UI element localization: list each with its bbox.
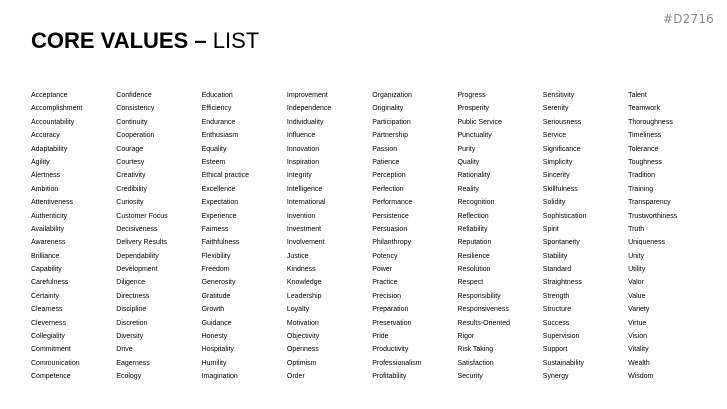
value-word: Practice [372,279,398,287]
value-word: Virtue [628,319,647,327]
value-word: Public Service [457,118,502,126]
value-word: Brilliance [31,252,60,260]
value-word: Development [116,266,158,274]
value-word: Diversity [116,333,144,341]
value-word: Sustainability [542,359,585,367]
value-word: Serenity [542,105,569,113]
values-column [457,89,542,384]
value-word: Simplicity [542,158,573,166]
value-word: Accomplishment [31,105,83,113]
value-word: Progress [457,92,486,99]
value-word: Loyalty [286,306,310,314]
value-word: Honesty [201,333,228,341]
value-word: Experience [201,212,237,220]
value-word: Reality [457,185,479,193]
value-word: Truth [628,225,645,233]
value-word: Courage [116,145,144,153]
value-word: Profitability [372,373,407,381]
value-word: Confidence [116,92,152,99]
value-word: Inspiration [286,158,320,166]
value-word: Partnership [372,132,408,140]
value-word: Pride [372,333,389,341]
value-word: Objectivity [286,333,320,341]
value-word: Talent [628,92,647,99]
value-word: Variety [628,306,650,314]
value-word: Involvement [286,239,325,247]
value-word: Spirit [542,225,559,233]
value-word: Support [542,346,568,354]
value-word: Discretion [116,319,148,327]
value-word: Faithfulness [201,239,240,247]
value-word: Vitality [628,346,649,354]
value-word: Teamwork [628,105,660,113]
value-word: Humility [201,359,227,367]
value-word: Preparation [372,306,409,314]
value-word: Fairness [201,225,229,233]
value-word: Cooperation [116,132,155,140]
value-word: Thoroughness [628,118,673,126]
value-word: Toughness [628,158,662,166]
value-word: Equality [201,145,227,153]
value-word: Investment [286,225,322,233]
value-word: Passion [372,145,398,153]
value-word: Respect [457,279,484,287]
value-word: Individuality [286,118,324,126]
value-word: Dependability [116,252,159,260]
value-word: Cleverness [31,319,67,327]
value-word: Prosperity [457,105,489,113]
value-word: Decisiveness [116,225,158,233]
value-word: Excellence [201,185,236,193]
title-light-part: LIST [206,28,260,53]
value-word: Precision [372,292,401,300]
value-word: Discipline [116,306,147,314]
value-word: Agility [31,158,50,166]
value-word: Alertness [31,172,61,180]
value-word: Kindness [286,266,316,274]
value-word: Knowledge [286,279,322,287]
value-word: Customer Focus [116,212,168,220]
value-word: Perception [372,172,406,180]
value-word: Authenticity [31,212,68,220]
value-word: Rationality [457,172,491,180]
value-word: Persistence [372,212,409,220]
value-word: Tolerance [628,145,659,153]
value-word: Awareness [31,239,66,247]
value-word: Service [542,132,567,140]
value-word: Invention [286,212,316,220]
value-word: Education [201,92,233,99]
value-word: Availability [31,225,64,233]
value-word: Motivation [286,319,319,327]
value-word: Imagination [201,373,238,381]
value-word: Openness [286,346,319,354]
value-word: Rigor [457,333,475,341]
value-word: Enthusiasm [201,132,239,140]
value-word: Satisfaction [457,359,494,367]
value-word: Spontaneity [542,239,580,247]
value-word: Expectation [201,199,239,207]
slide-id-label: #D2716 [662,12,714,26]
page-title [31,26,259,56]
value-word: Consistency [116,105,155,113]
value-word: Influence [286,132,316,140]
value-word: Tradition [628,172,656,180]
values-column [31,89,116,384]
value-word: Purity [457,145,476,153]
value-word: Gratitude [201,292,231,300]
value-word: Utility [628,266,646,274]
value-word: Integrity [286,172,312,180]
value-word: Efficiency [201,105,232,113]
value-word: Unity [628,252,645,260]
value-word: Optimism [286,359,317,367]
value-word: Trustworthiness [628,212,678,220]
value-word: Perfection [372,185,404,193]
value-word: Sophistication [542,212,587,220]
value-word: Certainty [31,292,60,300]
value-word: Resilience [457,252,490,260]
value-word: Quality [457,158,480,166]
value-word: Supervision [542,333,580,341]
value-word: Security [457,373,483,381]
value-word: Accountability [31,118,75,126]
value-word: Competence [31,373,71,381]
value-word: Solidity [542,199,566,207]
value-word: Persuasion [372,225,408,233]
value-word: Independence [286,105,332,113]
value-word: Directness [116,292,150,300]
value-word: Participation [372,118,411,126]
value-word: Reputation [457,239,492,247]
value-word: Recognition [457,199,495,207]
value-word: Risk Taking [457,346,494,354]
value-word: Guidance [201,319,232,327]
value-word: Sincerity [542,172,570,180]
value-word: Timeliness [628,132,662,140]
value-word: Accuracy [31,132,60,140]
value-word: Acceptance [31,92,68,99]
value-word: Leadership [286,292,322,300]
value-word: Reflection [457,212,489,220]
value-word: Sensitivity [542,92,575,99]
values-column [372,89,457,384]
value-word: Wisdom [628,373,654,381]
value-word: Power [372,266,393,274]
value-word: Curiosity [116,199,144,207]
value-word: Generosity [201,279,236,287]
values-grid [31,89,713,384]
value-word: Structure [542,306,572,314]
value-word: Adaptability [31,145,68,153]
value-word: Strength [542,292,570,300]
values-column [543,89,628,384]
values-column [202,89,287,384]
value-word: Value [628,292,646,300]
value-word: Wealth [628,359,650,367]
value-word: Stability [542,252,568,260]
value-word: Communication [31,359,80,367]
value-word: Clearness [31,306,63,314]
value-word: Potency [372,252,398,260]
value-word: Punctuality [457,132,492,140]
value-word: Seriousness [542,118,582,126]
value-word: Diligence [116,279,146,287]
value-word: Transparency [628,199,671,207]
value-word: Commitment [31,346,71,354]
value-word: Responsiveness [457,306,509,314]
value-word: Success [542,319,570,327]
value-word: Creativity [116,172,146,180]
values-column [287,89,372,384]
value-word: Growth [201,306,225,314]
value-word: Skillfulness [542,185,578,193]
value-word: Valor [628,279,644,287]
value-word: Patience [372,158,400,166]
value-word: Delivery Results [116,239,167,247]
value-word: Ethical practice [201,172,250,180]
value-word: Professionalism [372,359,422,367]
value-word: Standard [542,266,572,274]
value-word: Resolution [457,266,491,274]
value-word: Intelligence [286,185,323,193]
value-word: Training [628,185,654,193]
value-word: Responsibility [457,292,501,300]
value-word: Capability [31,266,62,274]
value-word: Order [286,373,305,381]
value-word: Carefulness [31,279,69,287]
value-word: Results-Oriented [457,319,511,327]
value-word: Courtesy [116,158,145,166]
value-word: Hospitality [201,346,234,354]
value-word: Vision [628,333,648,341]
values-column [116,89,201,384]
value-word: Flexibility [201,252,231,260]
values-column [628,89,713,384]
value-word: Endurance [201,118,236,126]
value-word: Improvement [286,92,328,99]
value-word: Ambition [31,185,59,193]
value-word: Organization [372,92,412,99]
value-word: International [286,199,326,207]
value-word: Credibility [116,185,148,193]
value-word: Eagerness [116,359,150,367]
value-word: Synergy [542,373,569,381]
value-word: Reliability [457,225,488,233]
value-word: Originality [372,105,404,113]
value-word: Ecology [116,373,142,381]
value-word: Preservation [372,319,412,327]
value-word: Straightness [542,279,582,287]
value-word: Productivity [372,346,409,354]
value-word: Collegiality [31,333,65,341]
value-word: Esteem [201,158,226,166]
value-word: Drive [116,346,133,354]
title-bold-part: CORE VALUES – [31,28,207,53]
value-word: Attentiveness [31,199,74,207]
value-word: Justice [286,252,309,260]
value-word: Innovation [286,145,320,153]
value-word: Uniqueness [628,239,666,247]
value-word: Freedom [201,266,230,274]
value-word: Significance [542,145,581,153]
value-word: Philanthropy [372,239,412,247]
value-word: Continuity [116,118,148,126]
value-word: Performance [372,199,413,207]
